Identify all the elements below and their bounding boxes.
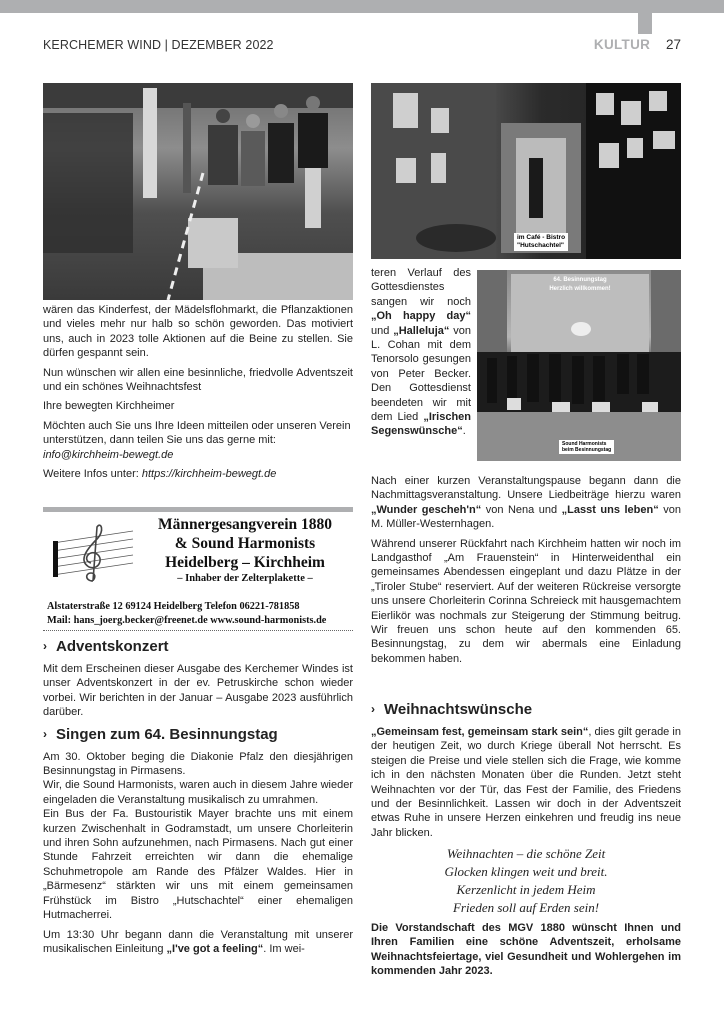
besinnungstag-paragraph-3 <box>371 474 681 532</box>
projection-screen <box>511 274 649 352</box>
right-column-lower <box>371 700 681 978</box>
poem-line: Kerzenlicht in jedem Heim <box>456 882 596 898</box>
publication-header: KERCHEMER WIND | DEZEMBER 2022 <box>43 38 274 52</box>
heading-weihnachtswuensche <box>371 700 681 720</box>
closing-greeting: Die Vorstandschaft des MGV 1880 wünscht Ihnen und Ihren Familien eine schöne Adventszeit, erholsame Weihnachtsfeiertage, viel Gesundheit und Wohlergehen im kommenden Jahr 2023. <box>371 922 681 977</box>
besinnungstag-text-left <box>43 750 353 957</box>
song-title: „Lasst uns leben“ <box>561 503 659 516</box>
chevron-right-icon: › <box>43 639 47 653</box>
weihnachtswuensche-text <box>371 725 681 840</box>
concert-caption-line2: beim Besinnungstag <box>562 447 612 453</box>
ad-subtitle: – Inhaber der Zelterplakette – <box>177 573 313 584</box>
more-info-label: Weitere Infos unter: <box>43 468 142 481</box>
photo-concert <box>477 270 681 461</box>
intro-article-text <box>43 303 353 486</box>
email-link[interactable]: info@kirchheim-bewegt.de <box>43 448 174 461</box>
photo-garden-group <box>43 83 353 300</box>
adventskonzert-paragraph: Mit dem Erscheinen dieser Ausgabe des Kerchemer Windes ist unser Adventskonzert in der ev. Petruskirche schon wieder vorbei. Wir berichten in der Januar – Ausgabe 2023 ausführlich darüber. <box>43 663 353 719</box>
besinnungstag-paragraph-1b: Wir, die Sound Harmonists, waren auch in diesem Jahre wieder eingeladen die Veranstaltung musikalisch zu umrahmen. <box>43 779 353 806</box>
besinnungstag-text-narrow <box>371 266 471 439</box>
motto-quote: „Gemeinsam fest, gemeinsam stark sein“ <box>371 726 589 738</box>
concert-caption-line1: Sound Harmonists <box>562 441 607 447</box>
besinnungstag-paragraph-1a: Am 30. Oktober beging die Diakonie Pfalz den diesjährigen Besinnungstag in Pirmasens. <box>43 750 353 778</box>
p3-text-end: von M. Müller-Westernhagen. <box>371 503 681 531</box>
adventskonzert-text <box>43 662 353 720</box>
besinnungstag-paragraph-1c: Ein Bus der Fa. Bustouristik Mayer brachte uns mit einem kurzen Zwischenhalt in Godramstadt, um unsere Chorleiterin und ihren Sohn aufzunehmen, nach Pirmasens. Nach gut einer Stunde Fahrzeit erreichten wir dann die ehemalige Schuhmetropole am Rande des Pfälzer Waldes. Hier in „Bärmesenz“ stärkten wir uns mit einem gemeinsamen Frühstück im Bistro „Hutschachtel“ einer ehemaligen Hutmacherrei. <box>43 808 353 922</box>
treble-clef-icon <box>45 521 135 585</box>
section-header <box>594 37 681 52</box>
photo-bistro <box>371 83 681 259</box>
ad-title <box>139 515 351 586</box>
song-title: „Wunder gescheh'n“ <box>371 503 482 516</box>
intro-signature: Ihre bewegten Kirchheimer <box>43 400 175 413</box>
christmas-poem <box>371 845 681 917</box>
bistro-caption-line1: im Café - Bistro <box>517 234 566 241</box>
ad-title-line3: Heidelberg – Kirchheim <box>165 554 325 571</box>
bistro-photo-caption <box>514 233 568 251</box>
p3-text: Nach einer kurzen Veranstaltungspause begann dann die Nachmittagsveranstaltung. Unsere Liedbeiträge hierzu waren <box>371 475 681 502</box>
intro-paragraph-4 <box>43 419 353 462</box>
stones-image-icon <box>571 322 591 336</box>
heading-text: Adventskonzert <box>56 638 169 655</box>
poem-line: Frieden soll auf Erden sein! <box>452 900 600 916</box>
top-color-bar <box>0 0 724 13</box>
song-title: „I've got a feeling“ <box>166 942 264 955</box>
heading-text: Singen zum 64. Besinnungstag <box>56 725 278 743</box>
heading-text: Weihnachtswünsche <box>384 701 533 718</box>
chevron-right-icon: › <box>371 702 375 716</box>
ad-address: Alstaterstraße 12 69124 Heidelberg Telefon 06221-781858 <box>47 601 300 612</box>
intro-paragraph-1: wären das Kinderfest, der Mädelsflohmarkt, die Pflanzaktionen und vieles mehr nur halb so schön geworden. Das motiviert uns, auch in 2023 tolle Aktionen auf die Beine zu stellen. Sie dürfen gespannt sein. <box>43 304 353 360</box>
ad-mail-web[interactable]: Mail: hans_joerg.becker@freenet.de www.sound-harmonists.de <box>47 614 327 626</box>
p2-text: Um 13:30 Uhr begann dann die Veranstaltung mit unserer musikalischen Einleitung <box>43 928 353 955</box>
ad-dotted-divider <box>43 630 353 631</box>
bistro-caption-line2: "Hutschachtel" <box>517 242 564 249</box>
song-title: „Oh happy day“ <box>371 310 471 323</box>
besinnungstag-text-right <box>371 474 681 671</box>
ad-title-line1: Männergesangverein 1880 <box>157 516 333 533</box>
weihnachtswuensche-paragraph <box>371 725 681 840</box>
poem-line: Weihnachten – die schöne Zeit <box>446 846 606 862</box>
besinnungstag-paragraph-2 <box>43 928 353 957</box>
garden-scene-illustration <box>43 83 353 300</box>
screen-line1: 64. Besinnungstag <box>553 277 607 283</box>
song-title: „Irischen Segenswünsche“ <box>371 411 471 438</box>
narrow-text-4: . <box>462 425 466 438</box>
mgv-advertisement <box>43 507 353 631</box>
ad-contact-block <box>47 600 326 627</box>
concert-photo-caption <box>559 440 614 454</box>
chevron-right-icon: › <box>43 726 47 741</box>
intro-paragraph-2: Nun wünschen wir allen eine besinnliche, friedvolle Adventszeit und ein schönes Weihnachtsfest <box>43 366 353 394</box>
ad-top-bar <box>43 507 353 512</box>
heading-besinnungstag <box>43 725 353 745</box>
screen-line2: Herzlich willkommen! <box>549 286 611 292</box>
intro-paragraph-5 <box>43 467 353 481</box>
website-link[interactable]: https://kirchheim-bewegt.de <box>141 468 277 481</box>
poem-line: Glocken klingen weit und breit. <box>444 864 608 880</box>
besinnungstag-paragraph-4: Während unserer Rückfahrt nach Kirchheim hatten wir noch im Landgasthof „Am Frauenstein“ in Hinterweidenthal ein gemeinsames Abendessen eingeplant und dazu Plätze in der „Tiroler Stube“ reserviert. Auf der weiteren Rückreise versorgte uns unsere Chorleiterin Corinna Schreieck mit hausgemachtem Eierlikör was nochmals zur Steigerung der Stimmung beitrug. Wir freuen uns schon heute auf den kommenden 65. Besinnungstag, zu dem wir abermals eine Einladung bekommen haben. <box>371 537 681 665</box>
heading-adventskonzert <box>43 637 353 657</box>
p3-text-mid: von Nena und <box>481 503 562 516</box>
page-number: 27 <box>665 37 681 52</box>
left-column-lower <box>43 637 353 961</box>
section-tab-marker <box>638 13 652 34</box>
narrow-text-2: und <box>371 324 394 337</box>
section-name: KULTUR <box>593 37 651 52</box>
p2-text-end: . Im wei- <box>263 942 305 955</box>
narrow-text-3: von L. Cohan mit dem Tenorsolo gesungen von Peter Becker. Den Gottesdienst beendeten wir mit dem Lied <box>371 324 471 424</box>
weihnachtswuensche-body: , dies gilt gerade in der heutigen Zeit, wo durch Kriege überall Not herrscht. Es steigen die Preise und viele stellen sich die Frage, wie komme ich in den nächsten Monaten über die Runden. Jetzt steht Weihnachten vor der Tür, das Fest der Familie, des Friedens und der Besinnlichkeit. Lassen wir doch in der Adventszeit etwas Ruhe in unsere Herzen einkehren und freudig ins neue Jahr blicken. <box>371 726 681 839</box>
ad-title-line2: & Sound Harmonists <box>174 535 316 552</box>
song-title: „Halleluja“ <box>393 324 450 337</box>
contact-invitation: Möchten auch Sie uns Ihre Ideen mitteilen oder unseren Verein unterstützen, dann teilen Sie uns das gerne mit: <box>43 419 351 447</box>
narrow-text-1: teren Verlauf des Gottesdienstes sangen wir noch <box>371 267 471 308</box>
